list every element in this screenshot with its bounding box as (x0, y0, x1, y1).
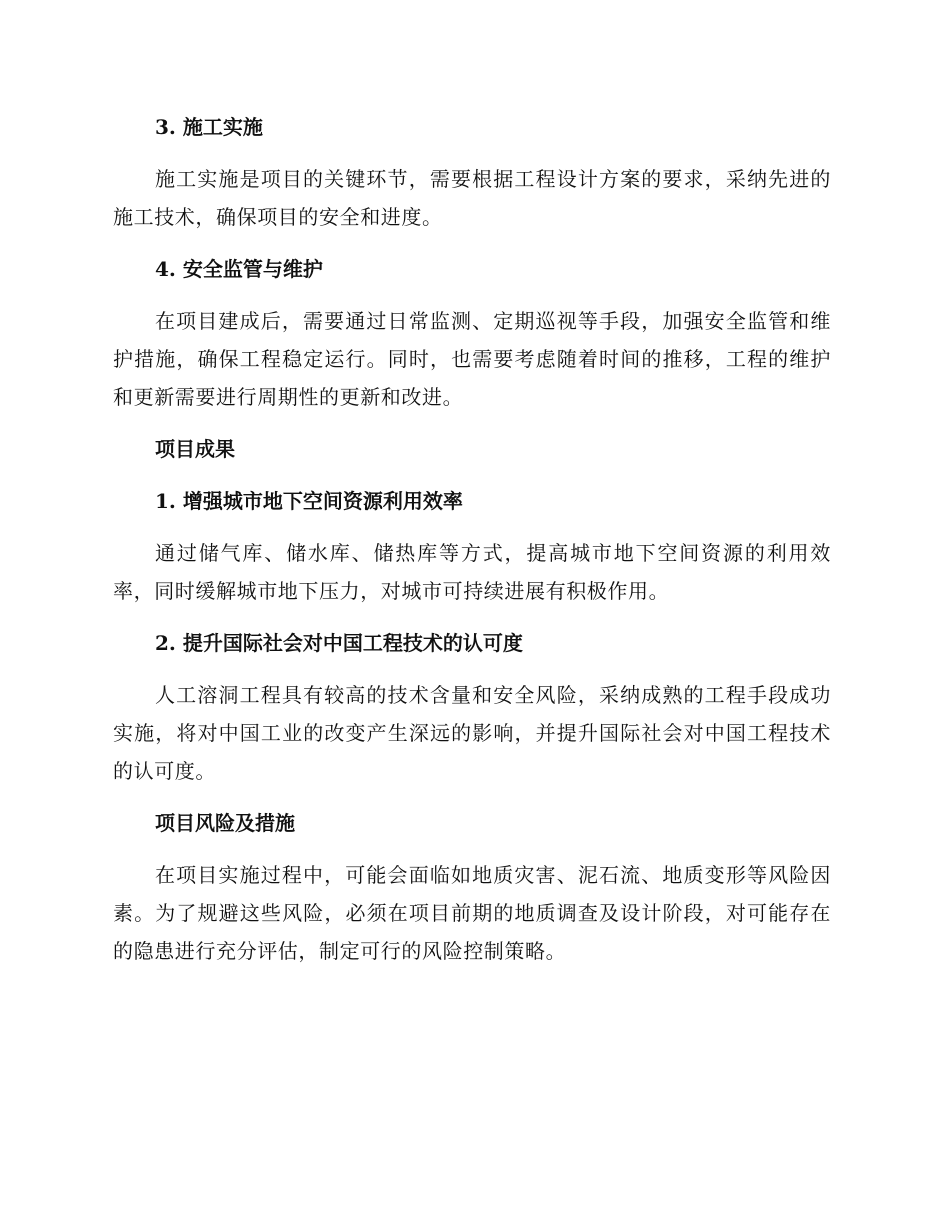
section-heading-recognition: 2. 提升国际社会对中国工程技术的认可度 (155, 631, 523, 655)
section-heading-risks: 项目风险及措施 (155, 811, 295, 835)
section-paragraph-construction: 施工实施是项目的关键环节，需要根据工程设计方案的要求，采纳先进的施工技术，确保项目的安全和进度。 (113, 167, 831, 229)
section-heading-construction: 3. 施工实施 (155, 115, 263, 139)
section-heading-resource-efficiency: 1. 增强城市地下空间资源利用效率 (155, 489, 463, 513)
section-paragraph-recognition: 人工溶洞工程具有较高的技术含量和安全风险，采纳成熟的工程手段成功实施，将对中国工业的改变产生深远的影响，并提升国际社会对中国工程技术的认可度。 (113, 683, 831, 783)
section-heading-outcomes: 项目成果 (155, 437, 235, 461)
document-body (113, 108, 831, 970)
section-heading-safety: 4. 安全监管与维护 (155, 257, 323, 281)
section-paragraph-safety: 在项目建成后，需要通过日常监测、定期巡视等手段，加强安全监管和维护措施，确保工程稳定运行。同时，也需要考虑随着时间的推移，工程的维护和更新需要进行周期性的更新和改进。 (113, 309, 831, 409)
section-paragraph-resource-efficiency: 通过储气库、储水库、储热库等方式，提高城市地下空间资源的利用效率，同时缓解城市地下压力，对城市可持续进展有积极作用。 (113, 541, 831, 603)
section-paragraph-risks: 在项目实施过程中，可能会面临如地质灾害、泥石流、地质变形等风险因素。为了规避这些风险，必须在项目前期的地质调查及设计阶段，对可能存在的隐患进行充分评估，制定可行的风险控制策略。 (113, 863, 831, 963)
